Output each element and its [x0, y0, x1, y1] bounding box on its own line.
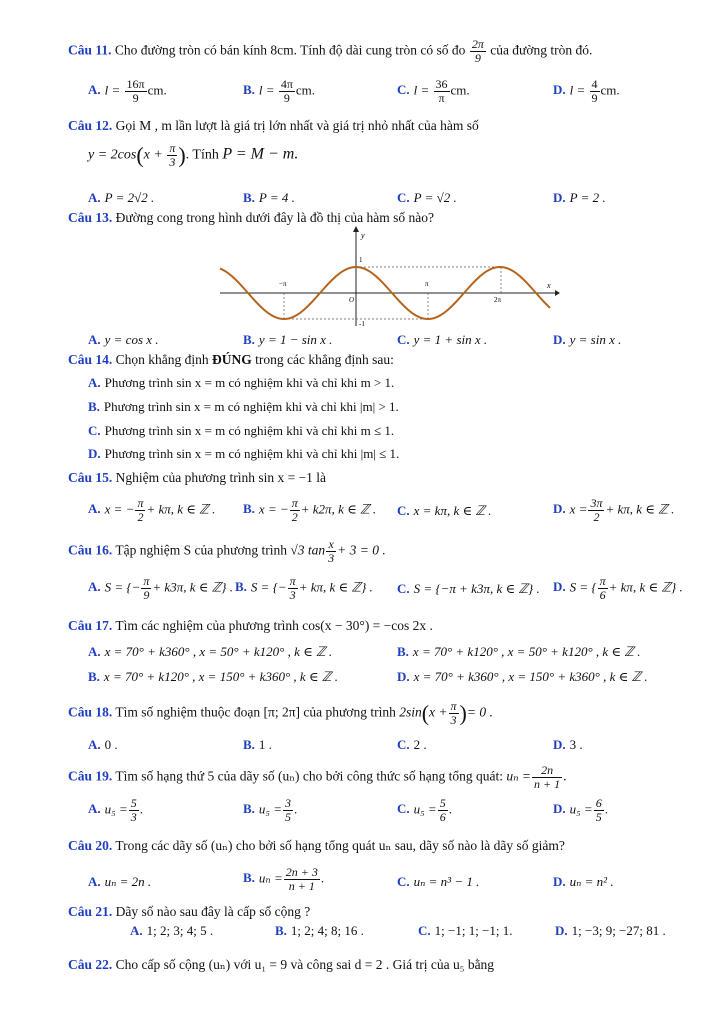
- tick-pi: π: [425, 280, 429, 288]
- question-20: Câu 20. Trong các dãy số (uₙ) cho bởi số hạng tổng quát uₙ sau, dãy số nào là dãy số giảm?: [68, 838, 565, 853]
- question-21: Câu 21. Dãy số nào sau đây là cấp số cộng ?: [68, 904, 311, 919]
- question-tail: của đường tròn đó.: [490, 42, 593, 58]
- question-number: Câu 11.: [68, 42, 112, 58]
- graph: [215, 226, 560, 330]
- option-16-a[interactable]: A. S = {− $\frac{\pi}{9}$ + k3π, k ∈ ℤ} .: [88, 574, 233, 602]
- option-11-b[interactable]: B. l = $\frac{4\pi}{9}$ cm.: [243, 77, 316, 105]
- fraction: $\frac{4}{9}$: [591, 77, 598, 105]
- option-12-c[interactable]: C. P = √2 .: [397, 190, 457, 205]
- x-axis-arrow-icon: [555, 290, 560, 296]
- fraction: $\frac{4\pi}{9}$: [280, 77, 293, 105]
- option-14-a[interactable]: A. Phương trình sin x = m có nghiệm khi và chỉ khi m > 1.: [88, 375, 395, 390]
- fraction: $\frac{36}{\pi}$: [435, 77, 448, 105]
- option-20-a[interactable]: A. uₙ = 2n .: [88, 874, 152, 889]
- option-12-a[interactable]: A. P = 2√2 .: [88, 190, 155, 205]
- option-15-c[interactable]: C. x = kπ, k ∈ ℤ .: [397, 503, 492, 518]
- option-17-b[interactable]: B. x = 70° + k120° , x = 50° + k120° , k ∈ ℤ .: [397, 644, 641, 659]
- question-text: Cho đường tròn có bán kính 8cm. Tính độ dài cung tròn có số đo: [114, 42, 466, 58]
- question-16: Câu 16. Tập nghiệm S của phương trình √3 tan $\frac{x}{3}$ + 3 = 0 .: [68, 537, 386, 565]
- option-20-d[interactable]: D. uₙ = n² .: [553, 874, 614, 889]
- option-20-b[interactable]: B. uₙ = $\frac{2n + 3}{n + 1}$ .: [243, 865, 325, 893]
- option-15-b[interactable]: B. x = − $\frac{\pi}{2}$ + k2π, k ∈ ℤ .: [243, 496, 377, 524]
- option-18-d[interactable]: D. 3 .: [553, 737, 583, 752]
- option-18-c[interactable]: C. 2 .: [397, 737, 427, 752]
- option-19-d[interactable]: D. u₅ = $\frac{6}{5}$ .: [553, 796, 608, 824]
- question-15: Câu 15. Nghiệm của phương trình sin x = −1 là: [68, 470, 327, 485]
- option-16-d[interactable]: D. S = { $\frac{\pi}{6}$ + kπ, k ∈ ℤ} .: [553, 574, 683, 602]
- question-18: Câu 18. Tìm số nghiệm thuộc đoạn [π; 2π] của phương trình 2sin(x + $\frac{\pi}{3}$ )= 0 .: [68, 699, 493, 727]
- y-label: y: [361, 231, 365, 240]
- option-17-c[interactable]: B. x = 70° + k120° , x = 150° + k360° , k ∈ ℤ .: [88, 669, 338, 684]
- option-15-d[interactable]: D. x = $\frac{3\pi}{2}$ + kπ, k ∈ ℤ .: [553, 496, 675, 524]
- tick-neg-1: -1: [359, 320, 365, 328]
- option-11-d[interactable]: D. l = $\frac{4}{9}$ cm.: [553, 77, 620, 105]
- option-14-d[interactable]: D. Phương trình sin x = m có nghiệm khi và chỉ khi |m| ≤ 1.: [88, 446, 400, 461]
- option-17-a[interactable]: A. x = 70° + k360° , x = 50° + k120° , k ∈ ℤ .: [88, 644, 333, 659]
- option-14-b[interactable]: B. Phương trình sin x = m có nghiệm khi và chỉ khi |m| > 1.: [88, 399, 399, 414]
- option-14-c[interactable]: C. Phương trình sin x = m có nghiệm khi và chỉ khi m ≤ 1.: [88, 423, 395, 438]
- option-19-c[interactable]: C. u₅ = $\frac{5}{6}$ .: [397, 796, 452, 824]
- question-14: Câu 14. Chọn khẳng định ĐÚNG trong các khẳng định sau:: [68, 352, 394, 367]
- option-12-d[interactable]: D. P = 2 .: [553, 190, 606, 205]
- tick-1: 1: [359, 256, 363, 264]
- option-18-b[interactable]: B. 1 .: [243, 737, 272, 752]
- option-11-a[interactable]: A. l = $\frac{16\pi}{9}$ cm.: [88, 77, 167, 105]
- option-16-b[interactable]: B. S = {− $\frac{\pi}{3}$ + kπ, k ∈ ℤ} .: [235, 574, 373, 602]
- option-19-a[interactable]: A. u₅ = $\frac{5}{3}$ .: [88, 796, 143, 824]
- x-label: x: [547, 281, 551, 290]
- fraction: $\frac{\pi}{3}$: [169, 141, 176, 169]
- option-13-b[interactable]: B. y = 1 − sin x .: [243, 332, 333, 347]
- question-12-formula: y = 2cos(x + $\frac{\pi}{3}$ ). Tính P = M − m.: [88, 141, 299, 169]
- option-21-c[interactable]: C. 1; −1; 1; −1; 1.: [418, 923, 513, 938]
- option-16-c[interactable]: C. S = {−π + k3π, k ∈ ℤ} .: [397, 581, 540, 596]
- fraction: $\frac{2\pi}{9}$: [471, 37, 484, 65]
- option-18-a[interactable]: A. 0 .: [88, 737, 118, 752]
- option-21-a[interactable]: A. 1; 2; 3; 4; 5 .: [130, 923, 214, 938]
- option-13-c[interactable]: C. y = 1 + sin x .: [397, 332, 488, 347]
- option-15-a[interactable]: A. x = − $\frac{\pi}{2}$ + kπ, k ∈ ℤ .: [88, 496, 216, 524]
- option-21-b[interactable]: B. 1; 2; 4; 8; 16 .: [275, 923, 364, 938]
- question-13: Câu 13. Đường cong trong hình dưới đây là đồ thị của hàm số nào?: [68, 210, 434, 225]
- question-22: Câu 22. Cho cấp số cộng (uₙ) với u₁ = 9 và công sai d = 2 . Giá trị của u₅ bằng: [68, 957, 495, 972]
- option-17-d[interactable]: D. x = 70° + k360° , x = 150° + k360° , k ∈ ℤ .: [397, 669, 648, 684]
- question-17: Câu 17. Tìm các nghiệm của phương trình cos(x − 30°) = −cos 2x .: [68, 618, 433, 633]
- fraction: $\frac{16\pi}{9}$: [126, 77, 145, 105]
- option-13-a[interactable]: A. y = cos x .: [88, 332, 159, 347]
- option-11-c[interactable]: C. l = $\frac{36}{\pi}$ cm.: [397, 77, 470, 105]
- origin: O: [349, 296, 355, 304]
- y-axis-arrow-icon: [353, 226, 359, 232]
- question-11: [68, 38, 592, 65]
- question-12: Câu 12. Gọi M , m lần lượt là giá trị lớn nhất và giá trị nhỏ nhất của hàm số: [68, 118, 479, 133]
- option-13-d[interactable]: D. y = sin x .: [553, 332, 622, 347]
- option-12-b[interactable]: B. P = 4 .: [243, 190, 295, 205]
- option-21-d[interactable]: D. 1; −3; 9; −27; 81 .: [555, 923, 666, 938]
- tick-2pi: 2π: [494, 296, 502, 304]
- tick-neg-pi: −π: [279, 280, 287, 288]
- option-20-c[interactable]: C. uₙ = n³ − 1 .: [397, 874, 480, 889]
- option-19-b[interactable]: B. u₅ = $\frac{3}{5}$ .: [243, 796, 298, 824]
- question-19: Câu 19. Tìm số hạng thứ 5 của dãy số (uₙ) cho bởi công thức số hạng tổng quát: uₙ = $\frac{2n}{n + 1}$ .: [68, 763, 567, 791]
